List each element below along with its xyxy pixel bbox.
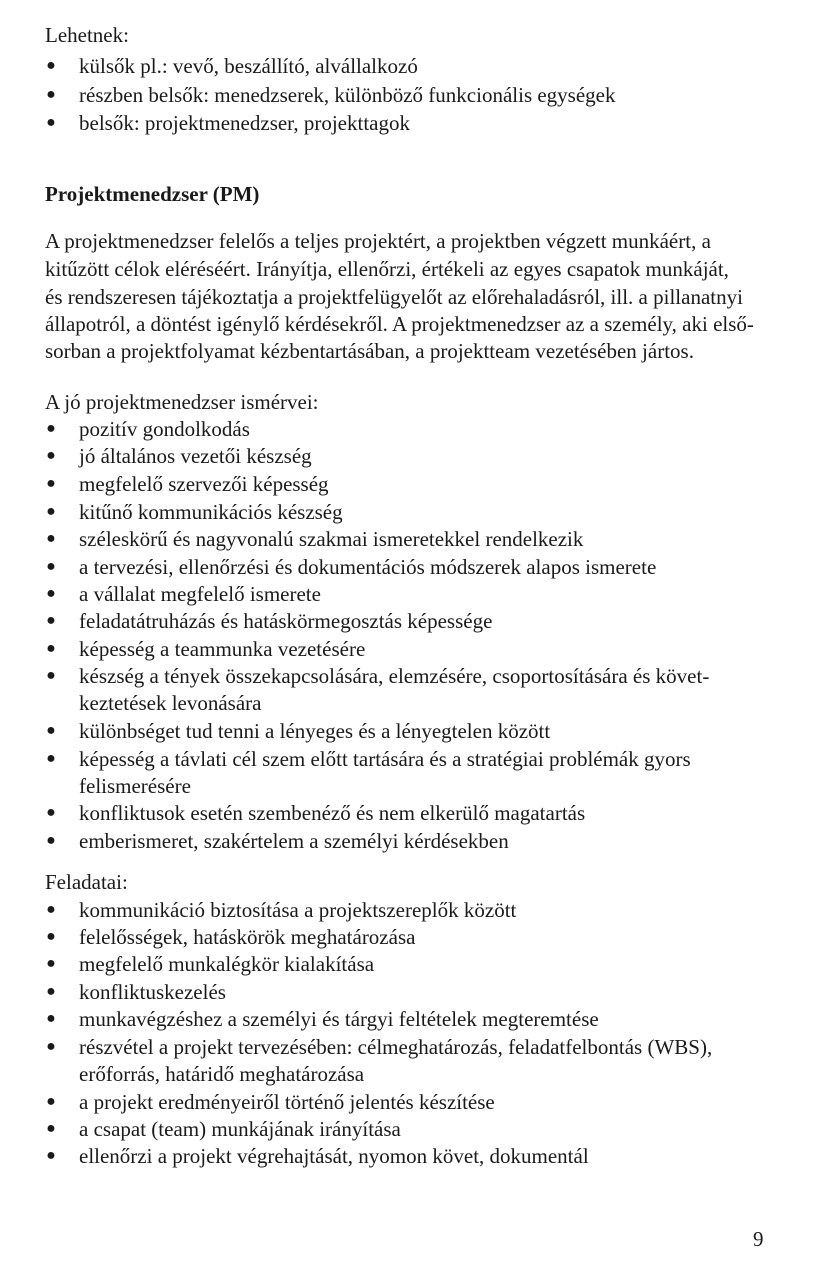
bullet-icon: ● bbox=[46, 530, 56, 547]
bullet-icon: ● bbox=[46, 1147, 56, 1164]
intro-label: Lehetnek: bbox=[45, 23, 129, 47]
paragraph-line: állapotról, a döntést igénylő kérdésekről. A projektmenedzser az a személy, aki első- bbox=[45, 312, 754, 336]
section-heading: Projektmenedzser (PM) bbox=[45, 182, 260, 206]
bullet-icon: ● bbox=[46, 832, 56, 849]
bullet-icon: ● bbox=[46, 420, 56, 437]
bullet-icon: ● bbox=[46, 983, 56, 1000]
bullet-icon: ● bbox=[46, 475, 56, 492]
bullet-icon: ● bbox=[46, 447, 56, 464]
bullet-icon: ● bbox=[46, 955, 56, 972]
bullet-icon: ● bbox=[46, 86, 56, 103]
bullet-icon: ● bbox=[46, 667, 56, 684]
bullet-icon: ● bbox=[46, 57, 56, 74]
paragraph-line: sorban a projektfolyamat kézbentartásában, a projektteam vezetésében jártos. bbox=[45, 339, 694, 363]
bullet-icon: ● bbox=[46, 750, 56, 767]
bullet-icon: ● bbox=[46, 558, 56, 575]
bullet-icon: ● bbox=[46, 640, 56, 657]
bullet-icon: ● bbox=[46, 901, 56, 918]
bullet-icon: ● bbox=[46, 1010, 56, 1027]
bullet-icon: ● bbox=[46, 585, 56, 602]
qualities-label: A jó projektmenedzser ismérvei: bbox=[45, 390, 319, 414]
bullet-icon: ● bbox=[46, 1038, 56, 1055]
bullet-icon: ● bbox=[46, 114, 56, 131]
bullet-icon: ● bbox=[46, 928, 56, 945]
bullet-icon: ● bbox=[46, 612, 56, 629]
page-number: 9 bbox=[753, 1227, 764, 1251]
document-page: Lehetnek: ● külsők pl.: vevő, beszállító, alvállalkozó ● részben belsők: menedzserek, különböző funkcionális egységek ● belsők: projektmenedzser, projekttagok Projektmenedzser (PM) A projektmenedzser felelős a teljes projektért, a projektben végzett munkáért, a kitűzött célok eléréséért. Irányítja, ellenőrzi, értékeli az egyes csapatok munkáját, és rendszeresen tájékoztatja a projektfelügyelőt az előrehaladásról, ill. a pillanatnyi állapotról, a döntést igénylő kérdésekről. A projektmenedzser az a személy, aki első- sorban a projektfolyamat kézbentartásában, a projektteam vezetésében jártos. A jó projektmenedzser ismérvei: ● pozitív gondolkodás ● jó általános vezetői készség ● megfelelő szervezői képesség ● kitűnő kommunikációs készség ● széleskörű és nagyvonalú szakmai ismeretekkel rendelkezik ● a tervezési, ellenőrzési és dokumentációs módszerek alapos ismerete ● a vállalat megfelelő ismerete ● feladatátruházás és hatáskörmegosztás képessége ● képesség a teammunka vezetésére ● készség a tények összekapcsolására, elemzésére, csoportosítására és követ- keztetések levonására ● különbséget tud tenni a lényeges és a lényegtelen között ● képesség a távlati cél szem előtt tartására és a stratégiai problémák gyors felismerésére ● konfliktusok esetén szembenéző és nem elkerülő magatartás ● emberismeret, szakértelem a személyi kérdésekben Feladatai: ● kommunikáció biztosítása a projektszereplők között ● felelősségek, hatáskörök meghatározása ● megfelelő munkalégkör kialakítása ● konfliktuskezelés ● munkavégzéshez a személyi és tárgyi feltételek megteremtése ● részvétel a projekt tervezésében: célmeghatározás, feladatfelbontás (WBS), erőforrás, határidő meghatározása ● a projekt eredményeiről történő jelentés készítése ● a csapat (team) munkájának irányítása ● ellenőrzi a projekt végrehajtását, nyomon követ, dokumentál 9 bbox=[45, 23, 764, 1251]
paragraph-line: és rendszeresen tájékoztatja a projektfelügyelőt az előrehaladásról, ill. a pillanatnyi bbox=[45, 285, 743, 309]
bullet-icon: ● bbox=[46, 804, 56, 821]
bullet-icon: ● bbox=[46, 1093, 56, 1110]
tasks-label: Feladatai: bbox=[45, 870, 128, 894]
bullet-icon: ● bbox=[46, 503, 56, 520]
bullet-icon: ● bbox=[46, 722, 56, 739]
bullet-icon: ● bbox=[46, 1120, 56, 1137]
paragraph-line: kitűzött célok eléréséért. Irányítja, ellenőrzi, értékeli az egyes csapatok munkáját, bbox=[45, 257, 729, 281]
paragraph-line: A projektmenedzser felelős a teljes projektért, a projektben végzett munkáért, a bbox=[45, 229, 711, 253]
